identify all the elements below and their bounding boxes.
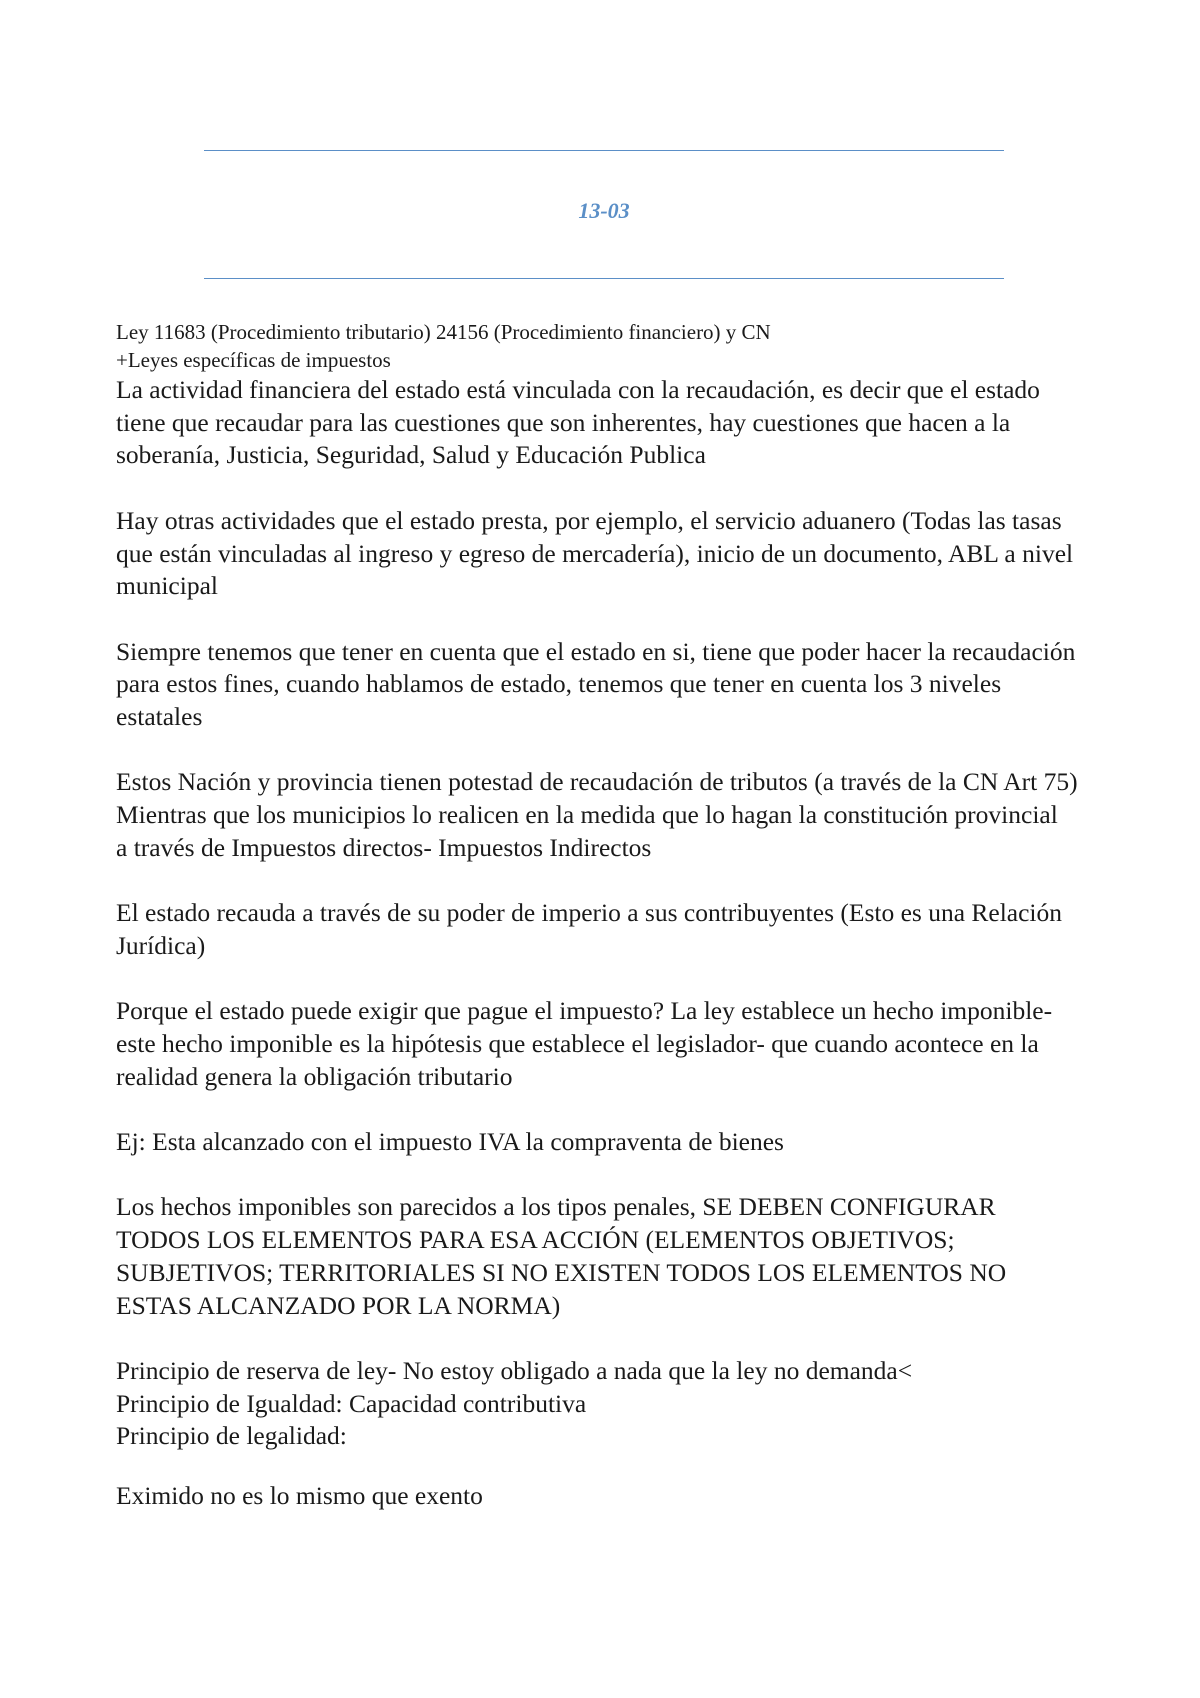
date-heading: 13-03 (578, 198, 630, 223)
paragraph-other-activities: Hay otras actividades que el estado presta, por ejemplo, el servicio aduanero (Todas las tasas que están vinculadas al ingreso y egreso de mercadería), inicio de un documento, ABL a nivel municipal (116, 505, 1074, 601)
paragraph-exempt-note: Eximido no es lo mismo que exento (116, 1481, 483, 1511)
principle-equality: Principio de Igualdad: Capacidad contributiva (116, 1388, 587, 1418)
paragraph-municipalities: Mientras que los municipios lo realicen en la medida que lo hagan la constitución provincial (116, 800, 1058, 830)
paragraph-example-iva: Ej: Esta alcanzado con el impuesto IVA la compraventa de bienes (116, 1127, 784, 1157)
header-rule-top (204, 150, 1004, 151)
intro-laws-extra-line: +Leyes específicas de impuestos (116, 348, 391, 372)
paragraph-imperium-power: El estado recauda a través de su poder de imperio a sus contribuyentes (Esto es una Relación Jurídica) (116, 898, 1063, 960)
paragraph-nation-province: Estos Nación y provincia tienen potestad de recaudación de tributos (a través de la CN Art 75) (116, 767, 1078, 797)
header-rule-bottom (204, 278, 1004, 279)
principle-reserve-of-law: Principio de reserva de ley- No estoy obligado a nada que la ley no demanda< (116, 1355, 913, 1385)
paragraph-penal-types: Los hechos imponibles son parecidos a los tipos penales, SE DEBEN CONFIGURAR TODOS LOS ELEMENTOS PARA ESA ACCIÓN (ELEMENTOS OBJETIVOS; SUBJETIVOS; TERRITORIALES SI NO EXISTEN TODOS LOS ELEMENTOS NO ESTAS ALCANZADO POR LA NORMA) (116, 1192, 1007, 1320)
intro-laws-line: Ley 11683 (Procedimiento tributario) 24156 (Procedimiento financiero) y CN (116, 320, 771, 344)
paragraph-taxable-event: Porque el estado puede exigir que pague el impuesto? La ley establece un hecho imponible- este hecho imponible es la hipótesis que establece el legislador- que cuando acontece en la realidad genera la obligación tributario (116, 996, 1053, 1091)
paragraph-tax-types: a través de Impuestos directos- Impuestos Indirectos (116, 832, 652, 862)
principle-legality: Principio de legalidad: (116, 1421, 347, 1451)
document-body (116, 318, 1086, 1513)
paragraph-financial-activity: La actividad financiera del estado está vinculada con la recaudación, es decir que el estado tiene que recaudar para las cuestiones que son inherentes, hay cuestiones que hacen a la soberanía, Justicia, Seguridad, Salud y Educación Publica (116, 375, 1040, 470)
paragraph-collection-levels: Siempre tenemos que tener en cuenta que el estado en si, tiene que poder hacer la recaudación para estos fines, cuando hablamos de estado, tenemos que tener en cuenta los 3 niveles estatales (116, 636, 1076, 731)
spacer (116, 1453, 1086, 1480)
